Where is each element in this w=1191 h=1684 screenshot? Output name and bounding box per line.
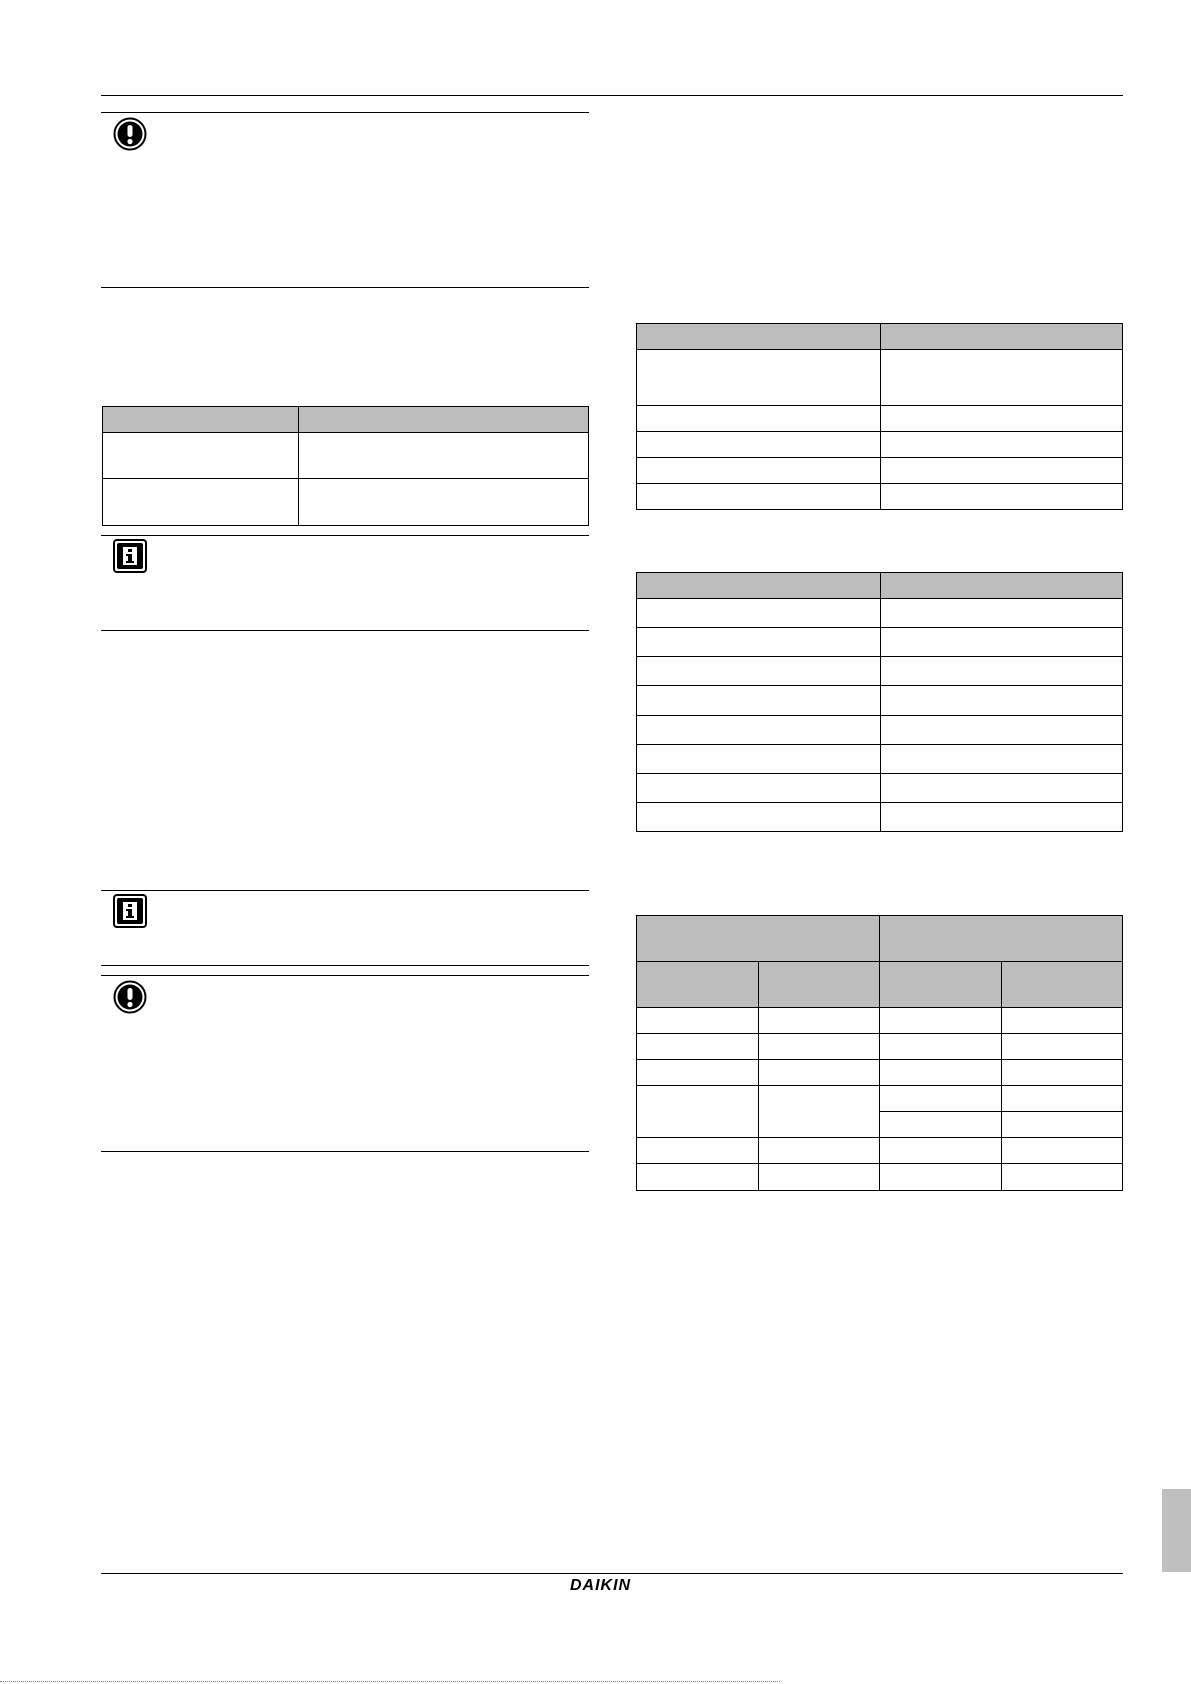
table-cell xyxy=(881,715,1123,744)
table-cell xyxy=(637,715,881,744)
table-header-cell xyxy=(103,407,299,433)
table-header-cell xyxy=(637,573,881,599)
table-cell xyxy=(637,686,881,715)
table-cell xyxy=(881,432,1123,458)
table-header-cell xyxy=(881,573,1123,599)
side-chapter-tab xyxy=(1162,1489,1191,1572)
table-cell xyxy=(881,484,1123,510)
table-cell xyxy=(880,1164,1002,1191)
right-table-1 xyxy=(636,323,1123,509)
exclamation-notice-icon xyxy=(113,980,147,1014)
table-cell xyxy=(637,773,881,802)
table-header-cell xyxy=(1001,962,1123,1008)
table-header-cell xyxy=(880,962,1002,1008)
table-cell xyxy=(637,1034,759,1060)
notice-top-rule xyxy=(101,975,589,976)
table-header-cell xyxy=(758,962,880,1008)
table-cell xyxy=(637,1138,759,1164)
table-cell xyxy=(1001,1060,1123,1086)
left-table-1 xyxy=(102,406,589,525)
table-cell xyxy=(881,458,1123,484)
table-cell xyxy=(1001,1164,1123,1191)
notice-top-rule xyxy=(101,890,589,891)
table-cell xyxy=(881,350,1123,406)
table-cell xyxy=(637,744,881,773)
table-cell xyxy=(637,599,881,628)
daikin-logo: DAIKIN xyxy=(570,1577,632,1594)
notice-bottom-rule xyxy=(101,1151,589,1152)
table-header-cell xyxy=(637,916,880,962)
table-cell xyxy=(880,1008,1002,1034)
table-cell xyxy=(758,1034,880,1060)
bottom-dotted-edge xyxy=(0,1681,780,1682)
table-header-cell xyxy=(881,324,1123,350)
table-cell xyxy=(1001,1086,1123,1112)
notice-bottom-rule xyxy=(101,287,589,288)
table-cell xyxy=(758,1060,880,1086)
table-cell xyxy=(637,350,881,406)
exclamation-notice-icon xyxy=(113,117,147,151)
information-notice-icon xyxy=(113,539,147,573)
table-cell xyxy=(881,628,1123,657)
table-cell xyxy=(637,802,881,831)
notice-top-rule xyxy=(101,112,589,113)
table-cell xyxy=(637,458,881,484)
table-header-cell xyxy=(637,324,881,350)
notice-bottom-rule xyxy=(101,630,589,631)
table-cell xyxy=(637,1086,759,1138)
table-header-cell xyxy=(299,407,589,433)
table-cell xyxy=(880,1034,1002,1060)
table-cell xyxy=(881,686,1123,715)
table-cell xyxy=(881,802,1123,831)
table-cell xyxy=(637,628,881,657)
table-header-cell xyxy=(880,916,1123,962)
table-cell xyxy=(299,433,589,479)
table-cell xyxy=(881,657,1123,686)
table-cell xyxy=(880,1060,1002,1086)
table-cell xyxy=(637,1008,759,1034)
table-cell xyxy=(103,479,299,526)
information-notice-icon xyxy=(113,894,147,928)
table-cell xyxy=(1001,1112,1123,1138)
table-cell xyxy=(758,1086,880,1138)
table-cell xyxy=(637,432,881,458)
table-cell xyxy=(758,1138,880,1164)
header-rule xyxy=(101,95,1123,96)
table-cell xyxy=(758,1008,880,1034)
table-cell xyxy=(881,744,1123,773)
table-cell xyxy=(880,1112,1002,1138)
table-cell xyxy=(880,1138,1002,1164)
table-cell xyxy=(1001,1008,1123,1034)
table-cell xyxy=(758,1164,880,1191)
footer-rule xyxy=(101,1573,1123,1574)
notice-top-rule xyxy=(101,535,589,536)
right-table-2 xyxy=(636,572,1123,832)
table-cell xyxy=(103,433,299,479)
table-header-cell xyxy=(637,962,759,1008)
table-cell xyxy=(880,1086,1002,1112)
table-cell xyxy=(637,484,881,510)
table-cell xyxy=(881,406,1123,432)
table-cell xyxy=(1001,1138,1123,1164)
notice-bottom-rule xyxy=(101,965,589,966)
table-cell xyxy=(299,479,589,526)
table-cell xyxy=(637,1164,759,1191)
table-cell xyxy=(1001,1034,1123,1060)
table-cell xyxy=(637,657,881,686)
table-cell xyxy=(637,1060,759,1086)
right-table-3 xyxy=(636,915,1123,1190)
table-cell xyxy=(881,773,1123,802)
table-cell xyxy=(637,406,881,432)
table-cell xyxy=(881,599,1123,628)
